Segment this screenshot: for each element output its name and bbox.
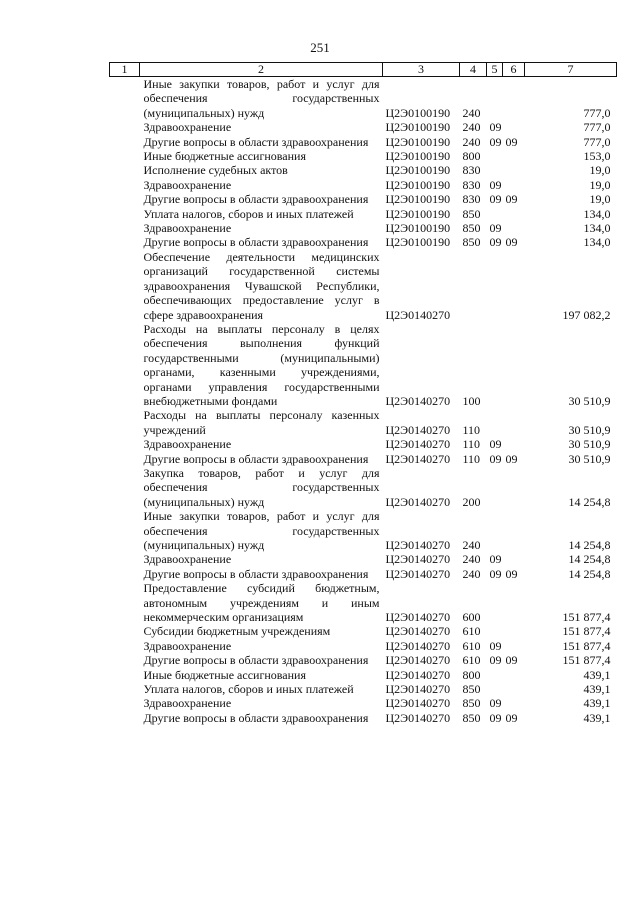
table-row (110, 192, 617, 206)
subsection-code (503, 221, 525, 235)
target-code: Ц2Э0140270 (385, 624, 451, 639)
section-code: 09 (489, 177, 502, 192)
subsection-code (503, 581, 525, 624)
subsection-code (503, 408, 525, 437)
target-code: Ц2Э0140270 (385, 307, 451, 322)
section-code (487, 668, 503, 682)
column-header: 4 (460, 63, 487, 77)
section-code (487, 408, 503, 437)
amount: 19,0 (589, 177, 611, 192)
table-row (110, 682, 617, 696)
col1-cell (110, 581, 140, 624)
item-name: Здравоохранение (143, 177, 232, 192)
table-row (110, 668, 617, 682)
section-code (487, 466, 503, 509)
target-code: Ц2Э0140270 (385, 451, 451, 466)
table-row (110, 207, 617, 221)
col1-cell (110, 221, 140, 235)
subsection-code (503, 466, 525, 509)
item-name: Здравоохранение (143, 696, 232, 711)
amount: 30 510,9 (568, 451, 611, 466)
section-code: 09 (489, 566, 502, 581)
subsection-code (503, 250, 525, 322)
expense-type-code: 240 (462, 120, 481, 135)
page-number: 251 (310, 40, 330, 55)
section-code: 09 (489, 235, 502, 250)
table-row (110, 581, 617, 624)
section-code: 09 (489, 451, 502, 466)
expense-type-code: 830 (462, 177, 481, 192)
col1-cell (110, 437, 140, 451)
amount: 153,0 (583, 149, 611, 164)
col1-cell (110, 408, 140, 437)
column-header: 7 (525, 63, 617, 77)
col1-cell (110, 135, 140, 149)
section-code (487, 163, 503, 177)
target-code: Ц2Э0140270 (385, 552, 451, 567)
table-header-row (110, 63, 617, 77)
column-header: 2 (140, 63, 383, 77)
target-code: Ц2Э0100190 (385, 192, 451, 207)
subsection-code (503, 207, 525, 221)
amount: 14 254,8 (568, 566, 611, 581)
subsection-code: 09 (505, 653, 518, 668)
table-row (110, 135, 617, 149)
col1-cell (110, 322, 140, 408)
section-code (487, 250, 503, 322)
target-code: Ц2Э0100190 (385, 206, 451, 221)
target-code: Ц2Э0140270 (385, 494, 451, 509)
expense-type-code: 100 (462, 393, 481, 408)
item-name: Закупка товаров, работ и услуг для обеспечения государственных (муниципальных) нужд (143, 465, 380, 509)
table-row (110, 696, 617, 710)
table-row (110, 250, 617, 322)
target-code: Ц2Э0100190 (385, 221, 451, 236)
subsection-code (503, 639, 525, 653)
item-name: Иные бюджетные ассигнования (143, 149, 306, 164)
subsection-code (503, 696, 525, 710)
item-name: Другие вопросы в области здравоохранения (143, 566, 369, 581)
col1-cell (110, 250, 140, 322)
col1-cell (110, 120, 140, 134)
subsection-code (503, 149, 525, 163)
col1-cell (110, 639, 140, 653)
table-row (110, 509, 617, 552)
column-header: 3 (383, 63, 460, 77)
table-row (110, 120, 617, 134)
amount: 151 877,4 (562, 610, 611, 625)
target-code: Ц2Э0140270 (385, 638, 451, 653)
expense-type-code: 610 (462, 653, 481, 668)
amount: 134,0 (583, 206, 611, 221)
expense-type-code: 240 (462, 538, 481, 552)
amount: 439,1 (583, 696, 611, 711)
table-row (110, 178, 617, 192)
amount: 777,0 (583, 105, 611, 120)
target-code: Ц2Э0140270 (385, 710, 451, 725)
target-code: Ц2Э0140270 (385, 422, 451, 437)
col1-cell (110, 711, 140, 725)
table-row (110, 77, 617, 121)
target-code: Ц2Э0100190 (385, 163, 451, 178)
col1-cell (110, 668, 140, 682)
table-row (110, 552, 617, 566)
amount: 439,1 (583, 682, 611, 697)
item-name: Здравоохранение (143, 221, 232, 236)
amount: 30 510,9 (568, 393, 611, 408)
expense-type-code: 110 (462, 451, 481, 466)
table-row (110, 639, 617, 653)
amount: 777,0 (583, 120, 611, 135)
table-row (110, 408, 617, 437)
section-code: 09 (489, 134, 502, 149)
subsection-code (503, 509, 525, 552)
target-code: Ц2Э0140270 (385, 610, 451, 625)
expense-type-code: 200 (462, 494, 481, 509)
item-name: Уплата налогов, сборов и иных платежей (143, 682, 354, 697)
col1-cell (110, 163, 140, 177)
section-code: 09 (489, 653, 502, 668)
amount: 19,0 (589, 163, 611, 178)
section-code (487, 207, 503, 221)
target-code: Ц2Э0140270 (385, 667, 451, 682)
table-row (110, 221, 617, 235)
section-code: 09 (489, 221, 502, 236)
amount: 134,0 (583, 235, 611, 250)
amount: 14 254,8 (568, 538, 611, 552)
subsection-code: 09 (505, 134, 518, 149)
section-code (487, 149, 503, 163)
col1-cell (110, 192, 140, 206)
subsection-code: 09 (505, 451, 518, 466)
expense-type-code (460, 250, 487, 322)
expense-type-code: 110 (462, 437, 481, 452)
item-name: Расходы на выплаты персоналу казенных учреждений (143, 408, 380, 437)
item-name: Здравоохранение (143, 638, 232, 653)
section-code: 09 (489, 192, 502, 207)
amount: 439,1 (583, 710, 611, 725)
table-row (110, 711, 617, 725)
target-code: Ц2Э0100190 (385, 177, 451, 192)
amount: 30 510,9 (568, 422, 611, 437)
col1-cell (110, 452, 140, 466)
table-row (110, 437, 617, 451)
section-code: 09 (489, 552, 502, 567)
subsection-code (503, 322, 525, 408)
amount: 30 510,9 (568, 437, 611, 452)
subsection-code: 09 (505, 710, 518, 725)
expense-type-code: 800 (462, 667, 481, 682)
item-name: Другие вопросы в области здравоохранения (143, 710, 369, 725)
item-name: Исполнение судебных актов (143, 163, 288, 178)
amount: 14 254,8 (568, 494, 611, 509)
section-code: 09 (489, 638, 502, 653)
target-code: Ц2Э0140270 (385, 696, 451, 711)
col1-cell (110, 207, 140, 221)
table-row (110, 149, 617, 163)
table-row (110, 235, 617, 249)
item-name: Другие вопросы в области здравоохранения (143, 653, 369, 668)
table-row (110, 452, 617, 466)
expense-type-code: 850 (462, 206, 481, 221)
amount: 19,0 (589, 192, 611, 207)
table-row (110, 624, 617, 638)
expense-type-code: 850 (462, 710, 481, 725)
item-name: Иные закупки товаров, работ и услуг для обеспечения государственных (муниципальных) нужд (143, 509, 380, 552)
subsection-code (503, 77, 525, 121)
table-row (110, 322, 617, 408)
subsection-code (503, 552, 525, 566)
amount: 197 082,2 (562, 307, 611, 322)
col1-cell (110, 235, 140, 249)
col1-cell (110, 552, 140, 566)
item-name: Расходы на выплаты персоналу в целях обеспечения выполнения функций государственными (муниципальными) органами, казенными учреждениями, органами управления государственными внебюджетными фондами (143, 321, 380, 408)
target-code: Ц2Э0140270 (385, 393, 451, 408)
item-name: Здравоохранение (143, 120, 232, 135)
item-name: Иные бюджетные ассигнования (143, 667, 306, 682)
table-row (110, 163, 617, 177)
expense-type-code: 830 (462, 192, 481, 207)
col1-cell (110, 653, 140, 667)
item-name: Здравоохранение (143, 437, 232, 452)
amount: 151 877,4 (562, 638, 611, 653)
expense-type-code: 110 (462, 422, 481, 437)
col1-cell (110, 567, 140, 581)
target-code: Ц2Э0140270 (385, 437, 451, 452)
target-code: Ц2Э0100190 (385, 235, 451, 250)
col1-cell (110, 682, 140, 696)
expense-type-code: 800 (462, 149, 481, 164)
subsection-code (503, 178, 525, 192)
col1-cell (110, 178, 140, 192)
item-name: Субсидии бюджетным учреждениям (143, 624, 331, 639)
section-code: 09 (489, 437, 502, 452)
col1-cell (110, 509, 140, 552)
expense-type-code: 240 (462, 552, 481, 567)
col1-cell (110, 624, 140, 638)
subsection-code (503, 437, 525, 451)
amount: 151 877,4 (562, 653, 611, 668)
subsection-code (503, 120, 525, 134)
col1-cell (110, 149, 140, 163)
section-code (487, 624, 503, 638)
subsection-code (503, 668, 525, 682)
target-code: Ц2Э0140270 (385, 566, 451, 581)
target-code: Ц2Э0100190 (385, 149, 451, 164)
target-code: Ц2Э0140270 (385, 538, 451, 552)
section-code: 09 (489, 710, 502, 725)
target-code: Ц2Э0100190 (385, 120, 451, 135)
section-code: 09 (489, 696, 502, 711)
col1-cell (110, 696, 140, 710)
item-name: Другие вопросы в области здравоохранения (143, 451, 369, 466)
item-name: Другие вопросы в области здравоохранения (143, 192, 369, 207)
expense-type-code: 830 (462, 163, 481, 178)
subsection-code: 09 (505, 192, 518, 207)
column-header: 6 (503, 63, 525, 77)
item-name: Предоставление субсидий бюджетным, автономным учреждениям и иным некоммерческим организациям (143, 581, 380, 625)
expense-type-code: 850 (462, 696, 481, 711)
section-code (487, 77, 503, 121)
expense-type-code: 610 (462, 624, 481, 639)
item-name: Другие вопросы в области здравоохранения (143, 134, 369, 149)
section-code (487, 682, 503, 696)
section-code (487, 322, 503, 408)
target-code: Ц2Э0140270 (385, 682, 451, 697)
expense-type-code: 600 (462, 610, 481, 625)
subsection-code (503, 163, 525, 177)
col1-cell (110, 466, 140, 509)
expense-type-code: 240 (462, 105, 481, 120)
expense-type-code: 850 (462, 682, 481, 697)
item-name: Обеспечение деятельности медицинских организаций государственной системы здравоохранения Чувашской Республики, обеспечивающих предоставление услуг в сфере здравоохранения (143, 249, 380, 322)
expense-type-code: 240 (462, 134, 481, 149)
table-row (110, 466, 617, 509)
item-name: Иные закупки товаров, работ и услуг для обеспечения государственных (муниципальных) нужд (143, 77, 380, 120)
col1-cell (110, 77, 140, 121)
column-header: 5 (487, 63, 503, 77)
section-code (487, 581, 503, 624)
section-code: 09 (489, 120, 502, 135)
amount: 151 877,4 (562, 624, 611, 639)
subsection-code (503, 624, 525, 638)
expense-type-code: 850 (462, 221, 481, 236)
subsection-code (503, 682, 525, 696)
target-code: Ц2Э0100190 (385, 105, 451, 120)
subsection-code: 09 (505, 235, 518, 250)
amount: 777,0 (583, 134, 611, 149)
table-row (110, 653, 617, 667)
section-code (487, 509, 503, 552)
column-header: 1 (110, 63, 140, 77)
target-code: Ц2Э0140270 (385, 653, 451, 668)
amount: 14 254,8 (568, 552, 611, 567)
amount: 134,0 (583, 221, 611, 236)
expense-type-code: 850 (462, 235, 481, 250)
budget-table (109, 62, 617, 725)
subsection-code: 09 (505, 566, 518, 581)
item-name: Другие вопросы в области здравоохранения (143, 235, 369, 250)
expense-type-code: 610 (462, 638, 481, 653)
table-row (110, 567, 617, 581)
item-name: Здравоохранение (143, 552, 232, 567)
amount: 439,1 (583, 667, 611, 682)
item-name: Уплата налогов, сборов и иных платежей (143, 206, 354, 221)
target-code: Ц2Э0100190 (385, 134, 451, 149)
expense-type-code: 240 (462, 566, 481, 581)
